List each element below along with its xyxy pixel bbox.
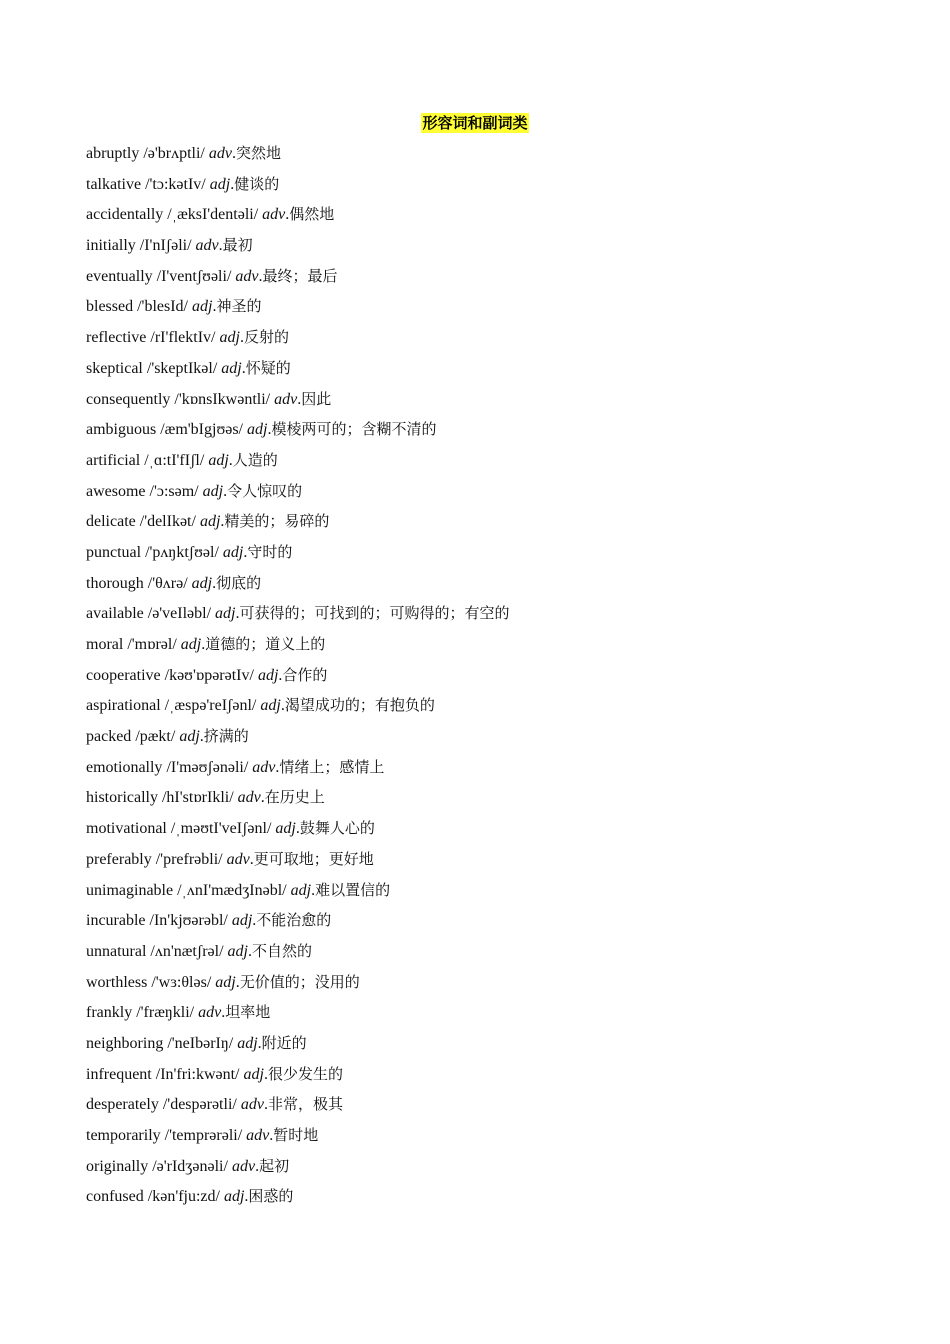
entry-part-of-speech: adv xyxy=(237,789,261,807)
entry-word: packed xyxy=(86,728,132,746)
entry-word: cooperative xyxy=(86,666,161,684)
vocabulary-entry xyxy=(86,261,886,292)
entry-part-of-speech: adv xyxy=(195,237,219,255)
entry-part-of-speech: adj xyxy=(257,666,279,684)
entry-part-of-speech: adj xyxy=(215,973,236,991)
entry-meaning: 很少发生的 xyxy=(267,1064,343,1083)
entry-part-of-speech: adj xyxy=(179,728,200,746)
entry-part-of-speech: adj xyxy=(243,1065,264,1083)
pos-separator: . xyxy=(255,1157,260,1175)
vocabulary-list xyxy=(86,138,886,1212)
entry-meaning: 鼓舞人心的 xyxy=(299,819,375,838)
vocabulary-entry xyxy=(86,721,886,752)
entry-phonetic: /'blesId/ xyxy=(137,298,188,316)
vocabulary-entry xyxy=(86,1089,886,1120)
pos-separator: . xyxy=(258,267,263,285)
entry-meaning: 道德的；道义上的 xyxy=(205,635,326,653)
entry-phonetic: /In'fri:kwənt/ xyxy=(155,1065,240,1083)
vocabulary-entry xyxy=(86,997,886,1028)
entry-part-of-speech: adj xyxy=(219,329,240,347)
entry-word: reflective xyxy=(86,329,147,347)
entry-part-of-speech: adj xyxy=(247,421,268,439)
entry-phonetic: /hI'stɒrIkli/ xyxy=(161,789,234,807)
entry-part-of-speech: adv xyxy=(252,758,276,776)
entry-phonetic: /rI'flektIv/ xyxy=(150,329,216,347)
entry-meaning: 可获得的；可找到的；可购得的；有空的 xyxy=(239,604,510,623)
pos-separator: . xyxy=(280,697,285,715)
entry-part-of-speech: adj xyxy=(191,574,213,592)
pos-separator: . xyxy=(260,789,265,807)
entry-word: worthless xyxy=(86,973,148,991)
vocabulary-entry xyxy=(86,660,886,691)
entry-part-of-speech: adv xyxy=(198,1004,222,1022)
vocabulary-entry xyxy=(86,629,886,660)
vocabulary-entry xyxy=(86,1120,886,1151)
entry-meaning: 合作的 xyxy=(282,665,328,684)
entry-meaning: 坦率地 xyxy=(225,1003,271,1022)
pos-separator: . xyxy=(263,1065,268,1083)
entry-word: blessed xyxy=(86,298,134,316)
pos-separator: . xyxy=(244,1188,249,1206)
entry-meaning: 非常，极其 xyxy=(267,1095,343,1114)
entry-part-of-speech: adv xyxy=(235,267,259,285)
entry-part-of-speech: adj xyxy=(209,175,231,193)
entry-meaning: 不能治愈的 xyxy=(256,911,332,930)
pos-separator: . xyxy=(263,1096,268,1114)
entry-word: emotionally xyxy=(86,758,163,776)
entry-meaning: 不自然的 xyxy=(251,941,312,960)
page-title: 形容词和副词类 xyxy=(422,114,528,132)
entry-phonetic: /'tɔ:kətIv/ xyxy=(145,175,206,193)
vocabulary-entry xyxy=(86,1151,886,1182)
entry-word: neighboring xyxy=(86,1034,164,1052)
vocabulary-entry xyxy=(86,752,886,783)
vocabulary-entry xyxy=(86,384,886,415)
entry-part-of-speech: adv xyxy=(262,206,286,224)
pos-separator: . xyxy=(201,636,206,653)
entry-part-of-speech: adj xyxy=(208,451,229,469)
entry-word: temporarily xyxy=(86,1127,161,1144)
entry-phonetic: /'despərətli/ xyxy=(162,1096,237,1114)
entry-word: historically xyxy=(86,789,158,807)
pos-separator: . xyxy=(257,1034,262,1052)
entry-meaning: 起初 xyxy=(259,1156,290,1175)
entry-word: consequently xyxy=(86,390,171,408)
entry-part-of-speech: adv xyxy=(208,145,232,162)
pos-separator: . xyxy=(247,942,252,960)
pos-separator: . xyxy=(275,758,280,776)
entry-phonetic: /'pʌŋktʃʊəl/ xyxy=(145,543,219,561)
entry-phonetic: /pækt/ xyxy=(135,728,176,746)
pos-separator: . xyxy=(235,973,240,991)
entry-word: initially xyxy=(86,237,136,255)
entry-part-of-speech: adj xyxy=(221,359,242,377)
entry-word: awesome xyxy=(86,482,146,500)
entry-phonetic: /ʌn'nætʃrəl/ xyxy=(150,942,224,960)
vocabulary-entry xyxy=(86,414,886,445)
vocabulary-entry xyxy=(86,445,886,476)
entry-part-of-speech: adj xyxy=(275,820,296,838)
entry-word: talkative xyxy=(86,175,142,193)
entry-phonetic: /'kɒnsIkwəntli/ xyxy=(174,390,271,408)
entry-meaning: 困惑的 xyxy=(248,1187,294,1206)
pos-separator: . xyxy=(220,513,225,531)
vocabulary-entry xyxy=(86,291,886,322)
pos-separator: . xyxy=(221,1004,226,1022)
entry-part-of-speech: adv xyxy=(240,1096,264,1114)
pos-separator: . xyxy=(239,329,244,347)
pos-separator: . xyxy=(212,574,217,592)
entry-meaning: 守时的 xyxy=(247,542,293,561)
entry-phonetic: /'wɜ:θləs/ xyxy=(151,973,212,991)
entry-word: artificial xyxy=(86,451,141,469)
entry-phonetic: /'ɔ:səm/ xyxy=(149,482,199,500)
entry-part-of-speech: adj xyxy=(222,543,244,561)
entry-part-of-speech: adv xyxy=(226,850,250,868)
entry-phonetic: /'prefrəbli/ xyxy=(155,850,223,868)
vocabulary-entry xyxy=(86,537,886,568)
vocabulary-entry xyxy=(86,905,886,936)
entry-phonetic: /ə'brʌptli/ xyxy=(143,145,205,162)
entry-meaning: 渴望成功的；有抱负的 xyxy=(284,696,435,715)
entry-meaning: 附近的 xyxy=(261,1033,307,1052)
pos-separator: . xyxy=(249,850,254,868)
entry-word: punctual xyxy=(86,543,142,561)
entry-meaning: 情绪上；感情上 xyxy=(279,757,385,776)
entry-phonetic: /I'məʊʃənəli/ xyxy=(166,758,249,776)
vocabulary-entry xyxy=(86,169,886,200)
pos-separator: . xyxy=(297,390,302,408)
entry-word: desperately xyxy=(86,1096,159,1114)
pos-separator: . xyxy=(223,482,228,500)
entry-part-of-speech: adj xyxy=(223,1188,245,1206)
entry-meaning: 最初 xyxy=(222,236,253,255)
entry-part-of-speech: adj xyxy=(227,942,248,960)
vocabulary-entry xyxy=(86,690,886,721)
entry-phonetic: /In'kjʊərəbl/ xyxy=(149,912,228,930)
vocabulary-entry xyxy=(86,813,886,844)
vocabulary-entry xyxy=(86,322,886,353)
entry-meaning: 在历史上 xyxy=(264,788,325,807)
vocabulary-entry xyxy=(86,506,886,537)
entry-meaning: 暂时地 xyxy=(273,1126,319,1144)
entry-part-of-speech: adj xyxy=(237,1034,258,1052)
pos-separator: . xyxy=(285,206,290,224)
entry-part-of-speech: adv xyxy=(231,1157,256,1175)
entry-phonetic: /ə'rIdʒənəli/ xyxy=(152,1157,228,1175)
entry-word: unnatural xyxy=(86,942,147,960)
entry-phonetic: /ˌməʊtI'veIʃənl/ xyxy=(170,820,272,838)
entry-meaning: 难以置信的 xyxy=(315,880,391,899)
vocabulary-entry xyxy=(86,476,886,507)
entry-part-of-speech: adv xyxy=(246,1127,270,1144)
entry-word: delicate xyxy=(86,513,136,531)
vocabulary-entry xyxy=(86,1059,886,1090)
entry-phonetic: /'temprərəli/ xyxy=(164,1127,243,1144)
entry-phonetic: /kəʊ'ɒpərətIv/ xyxy=(164,666,254,684)
entry-part-of-speech: adj xyxy=(260,697,281,715)
entry-meaning: 偶然地 xyxy=(289,205,335,224)
entry-phonetic: /I'ventʃʊəli/ xyxy=(156,267,232,285)
pos-separator: . xyxy=(218,237,223,255)
entry-word: infrequent xyxy=(86,1065,152,1083)
entry-meaning: 彻底的 xyxy=(216,573,262,592)
vocabulary-entry xyxy=(86,598,886,629)
entry-word: moral xyxy=(86,636,124,653)
entry-phonetic: /'skeptIkəl/ xyxy=(146,359,218,377)
vocabulary-entry xyxy=(86,782,886,813)
entry-part-of-speech: adj xyxy=(215,605,236,623)
entry-phonetic: /'neIbərIŋ/ xyxy=(167,1034,234,1052)
entry-part-of-speech: adj xyxy=(202,482,224,500)
vocabulary-entry xyxy=(86,1181,886,1212)
entry-phonetic: /'fræŋkli/ xyxy=(136,1004,195,1022)
pos-separator: . xyxy=(199,728,204,746)
entry-meaning: 反射的 xyxy=(243,328,289,347)
entry-meaning: 因此 xyxy=(301,389,332,408)
entry-phonetic: /ˌʌnI'mædʒInəbl/ xyxy=(177,881,287,899)
entry-phonetic: /'delIkət/ xyxy=(139,513,196,531)
pos-separator: . xyxy=(231,145,236,162)
entry-meaning: 无价值的；没用的 xyxy=(239,972,360,991)
entry-word: thorough xyxy=(86,574,144,592)
entry-word: skeptical xyxy=(86,359,143,377)
entry-meaning: 令人惊叹的 xyxy=(227,481,303,500)
entry-meaning: 人造的 xyxy=(232,450,278,469)
entry-word: frankly xyxy=(86,1004,133,1022)
entry-word: accidentally xyxy=(86,206,164,224)
vocabulary-entry xyxy=(86,844,886,875)
vocabulary-entry xyxy=(86,138,886,169)
entry-phonetic: /ˌɑ:tI'fIʃl/ xyxy=(144,451,205,469)
entry-meaning: 神圣的 xyxy=(216,297,262,316)
vocabulary-entry xyxy=(86,967,886,998)
pos-separator: . xyxy=(269,1127,274,1144)
pos-separator: . xyxy=(230,175,235,193)
entry-meaning: 挤满的 xyxy=(203,727,249,746)
entry-part-of-speech: adv xyxy=(274,390,298,408)
entry-phonetic: /ˌæspə'reIʃənl/ xyxy=(164,697,257,715)
entry-phonetic: /ˌæksI'dentəli/ xyxy=(167,206,259,224)
entry-phonetic: /ə'veIləbl/ xyxy=(147,605,212,623)
entry-phonetic: /I'nIʃəli/ xyxy=(139,237,192,255)
pos-separator: . xyxy=(228,451,233,469)
vocabulary-entry xyxy=(86,199,886,230)
entry-meaning: 更可取地；更好地 xyxy=(253,849,374,868)
entry-meaning: 最终；最后 xyxy=(262,266,338,285)
entry-phonetic: /'θʌrə/ xyxy=(147,574,188,592)
vocabulary-entry xyxy=(86,230,886,261)
pos-separator: . xyxy=(235,605,240,623)
title-container xyxy=(0,113,950,133)
vocabulary-entry xyxy=(86,568,886,599)
pos-separator: . xyxy=(212,298,217,316)
pos-separator: . xyxy=(241,359,246,377)
entry-meaning: 健谈的 xyxy=(234,174,280,193)
entry-meaning: 怀疑的 xyxy=(245,358,291,377)
vocabulary-entry xyxy=(86,875,886,906)
entry-phonetic: /kən'fju:zd/ xyxy=(147,1188,220,1206)
entry-meaning: 模棱两可的；含糊不清的 xyxy=(271,420,437,439)
pos-separator: . xyxy=(267,421,272,439)
pos-separator: . xyxy=(295,820,300,838)
entry-part-of-speech: adj xyxy=(290,881,312,899)
entry-part-of-speech: adj xyxy=(191,298,213,316)
entry-part-of-speech: adj xyxy=(180,636,202,653)
entry-word: unimaginable xyxy=(86,881,174,899)
entry-word: aspirational xyxy=(86,697,161,715)
entry-meaning: 突然地 xyxy=(235,144,281,162)
entry-word: abruptly xyxy=(86,145,140,162)
entry-phonetic: /'mɒrəl/ xyxy=(127,636,177,653)
entry-word: available xyxy=(86,605,144,623)
entry-word: confused xyxy=(86,1188,144,1206)
pos-separator: . xyxy=(311,881,316,899)
pos-separator: . xyxy=(278,666,283,684)
vocabulary-entry xyxy=(86,936,886,967)
vocabulary-entry xyxy=(86,1028,886,1059)
entry-part-of-speech: adj xyxy=(199,513,221,531)
vocabulary-entry xyxy=(86,353,886,384)
entry-word: preferably xyxy=(86,850,152,868)
entry-phonetic: /æm'bIgjʊəs/ xyxy=(160,421,243,439)
entry-part-of-speech: adj xyxy=(231,912,253,930)
entry-word: motivational xyxy=(86,820,167,838)
entry-word: originally xyxy=(86,1157,149,1175)
pos-separator: . xyxy=(252,912,257,930)
entry-word: eventually xyxy=(86,267,153,285)
entry-word: incurable xyxy=(86,912,146,930)
pos-separator: . xyxy=(243,543,248,561)
entry-meaning: 精美的；易碎的 xyxy=(224,512,330,531)
entry-word: ambiguous xyxy=(86,421,157,439)
